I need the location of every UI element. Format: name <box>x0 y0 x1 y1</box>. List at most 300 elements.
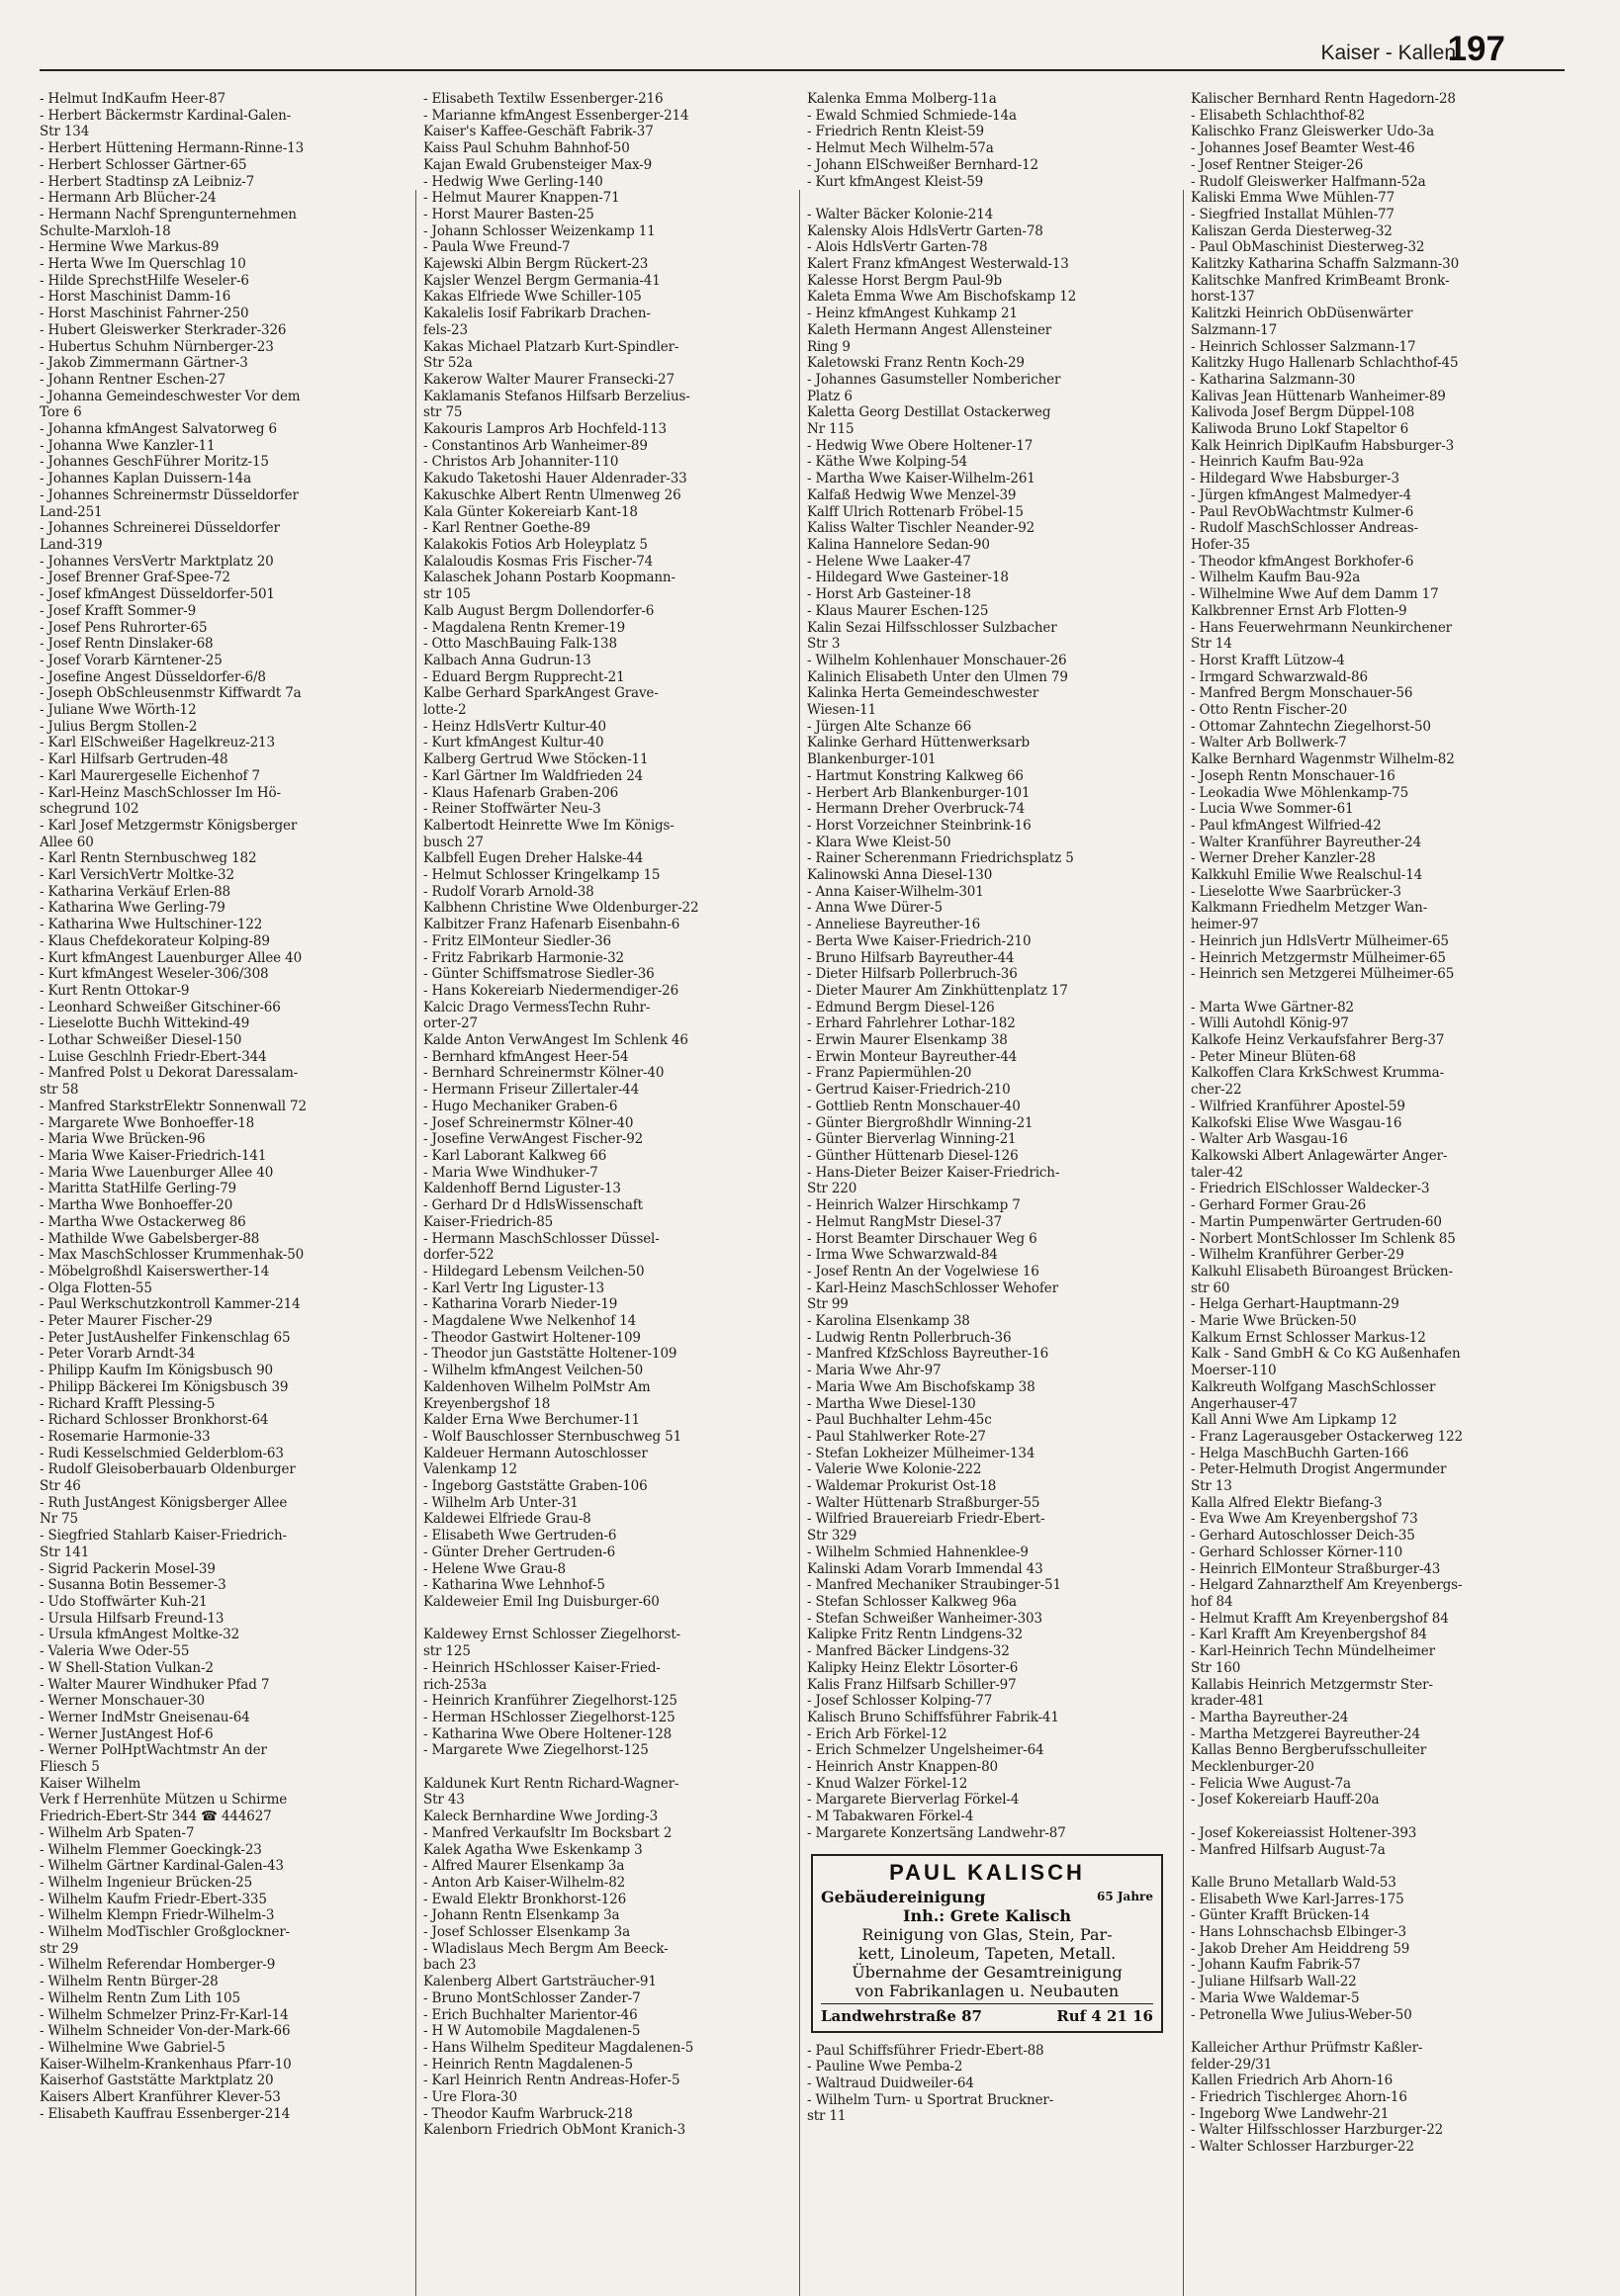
directory-entry: - Manfred Mechaniker Straubinger-51 <box>807 1577 1061 1594</box>
directory-entry: Str 99 <box>807 1296 849 1313</box>
directory-entry: - Helmut Krafft Am Kreyenbergshof 84 <box>1191 1610 1449 1627</box>
directory-entry: Kalivoda Josef Bergm Düppel-108 <box>1191 404 1415 421</box>
directory-entry: Kalkowski Albert Anlagewärter Anger- <box>1191 1148 1448 1164</box>
directory-entry: Kalkkuhl Emilie Wwe Realschul-14 <box>1191 867 1423 884</box>
directory-entry: Kalin Sezai Hilfsschlosser Sulzbacher <box>807 619 1057 636</box>
directory-entry: - Erwin Monteur Bayreuther-44 <box>807 1048 1018 1065</box>
directory-entry: - Herbert Stadtinsp zA Leibniz-7 <box>40 173 255 190</box>
directory-entry: - Alfred Maurer Elsenkamp 3a <box>423 1858 625 1875</box>
directory-entry: - Herbert Hüttening Hermann-Rinne-13 <box>40 140 305 157</box>
directory-entry: - Margarete Konzertsäng Landwehr-87 <box>807 1824 1066 1841</box>
ad-footer <box>821 2003 1153 2025</box>
directory-entry: - Friedrich Tischlergeε Ahorn-16 <box>1191 2089 1407 2106</box>
directory-entry: - Wilhelm Schmied Hahnenklee-9 <box>807 1544 1029 1560</box>
directory-entry: - Erwin Maurer Elsenkamp 38 <box>807 1032 1008 1049</box>
directory-entry: - Gerhard Former Grau-26 <box>1191 1197 1367 1214</box>
directory-entry: - Rainer Scherenmann Friedrichsplatz 5 <box>807 850 1074 867</box>
directory-entry: - Friedrich Rentn Kleist-59 <box>807 124 984 140</box>
ad-title: PAUL KALISCH <box>889 1859 1085 1885</box>
directory-entry: lotte-2 <box>423 702 467 719</box>
directory-entry: - Herta Wwe Im Querschlag 10 <box>40 256 246 273</box>
directory-entry: Kalenberg Albert Gartsträucher-91 <box>423 1974 657 1990</box>
directory-entry: - Norbert MontSchlosser Im Schlenk 85 <box>1191 1230 1456 1247</box>
directory-entry: Kalesse Horst Bergm Paul-9b <box>807 272 1002 289</box>
directory-entry: - Otto Rentn Fischer-20 <box>1191 702 1348 719</box>
directory-entry: - Anna Wwe Dürer-5 <box>807 900 943 917</box>
directory-entry: - Werner JustAngest Hof-6 <box>40 1725 214 1742</box>
directory-entry: - Philipp Kaufm Im Königsbusch 90 <box>40 1363 273 1379</box>
directory-entry: Kakuschke Albert Rentn Ulmenweg 26 <box>423 486 681 503</box>
page-number: 197 <box>1447 30 1505 68</box>
directory-entry: - Wilhelm Kohlenhauer Monschauer-26 <box>807 652 1067 668</box>
directory-entry: - Maria Wwe Am Bischofskamp 38 <box>807 1378 1035 1395</box>
directory-entry: - Karl Josef Metzgermstr Königsberger <box>40 817 298 834</box>
directory-entry: Str 134 <box>40 124 90 140</box>
directory-entry: - Friedrich ElSchlosser Waldecker-3 <box>1191 1181 1430 1197</box>
directory-entry: - Hans Wilhelm Spediteur Magdalenen-5 <box>423 2039 694 2056</box>
directory-entry: - Rudolf Vorarb Arnold-38 <box>423 883 594 900</box>
directory-entry: hof 84 <box>1191 1593 1233 1610</box>
directory-entry: - Johannes Gasumsteller Nombericher <box>807 371 1061 388</box>
directory-entry: - Johannes Schreinermstr Düsseldorfer <box>40 486 299 503</box>
directory-entry: - Fritz ElMonteur Siedler-36 <box>423 932 611 949</box>
directory-entry: rich-253a <box>423 1676 488 1693</box>
directory-entry: - Günter Krafft Brücken-14 <box>1191 1907 1370 1924</box>
directory-entry: - Helga Gerhart-Hauptmann-29 <box>1191 1296 1399 1313</box>
directory-entry: Kalbitzer Franz Hafenarb Eisenbahn-6 <box>423 917 680 933</box>
directory-entry: Kalaloudis Kosmas Fris Fischer-74 <box>423 553 654 570</box>
directory-entry: - Ewald Schmied Schmiede-14a <box>807 107 1017 124</box>
directory-entry: Kaletowski Franz Rentn Koch-29 <box>807 355 1025 372</box>
directory-entry: Kajewski Albin Bergm Rückert-23 <box>423 256 649 273</box>
directory-entry: - Elisabeth Wwe Gertruden-6 <box>423 1528 617 1545</box>
directory-entry: - Hartmut Konstring Kalkweg 66 <box>807 767 1024 784</box>
directory-entry: Kalb August Bergm Dollendorfer-6 <box>423 602 655 619</box>
directory-entry: - Wilhelmine Wwe Gabriel-5 <box>40 2039 225 2056</box>
directory-entry: - Hermann Friseur Zillertaler-44 <box>423 1082 640 1099</box>
directory-entry: - Ure Flora-30 <box>423 2089 517 2106</box>
directory-entry: Land-251 <box>40 503 103 520</box>
directory-entry: - Hubert Gleiswerker Sterkrader-326 <box>40 321 287 338</box>
column-divider <box>415 190 416 2296</box>
directory-entry: - Philipp Bäckerei Im Königsbusch 39 <box>40 1378 289 1395</box>
directory-entry: - Katharina Wwe Obere Holtener-128 <box>423 1725 673 1742</box>
directory-entry: - Irma Wwe Schwarzwald-84 <box>807 1247 998 1264</box>
directory-entry: - Kurt kfmAngest Weseler-306/308 <box>40 966 269 983</box>
directory-entry: - Gerhard Schlosser Körner-110 <box>1191 1544 1403 1560</box>
directory-entry: - Waldemar Prokurist Ost-18 <box>807 1478 997 1495</box>
directory-entry: - Gertrud Kaiser-Friedrich-210 <box>807 1082 1011 1099</box>
directory-entry: Kalcic Drago VermessTechn Ruhr- <box>423 999 651 1016</box>
directory-entry: heimer-97 <box>1191 917 1259 933</box>
directory-entry: - Peter JustAushelfer Finkenschlag 65 <box>40 1329 291 1346</box>
page-header <box>0 28 1565 75</box>
directory-entry: - Peter Mineur Blüten-68 <box>1191 1048 1356 1065</box>
directory-entry: - Josef Schreinermstr Kölner-40 <box>423 1114 634 1131</box>
directory-entry: - Jürgen Alte Schanze 66 <box>807 718 972 735</box>
directory-entry: - Bruno Hilfsarb Bayreuther-44 <box>807 949 1015 966</box>
directory-entry: - Herman HSchlosser Ziegelhorst-125 <box>423 1709 675 1725</box>
directory-entry: - Josef Rentn Dinslaker-68 <box>40 636 214 653</box>
directory-entry: Tore 6 <box>40 404 82 421</box>
directory-entry: - Karolina Elsenkamp 38 <box>807 1313 970 1330</box>
directory-entry: Kalbhenn Christine Wwe Oldenburger-22 <box>423 900 699 917</box>
directory-entry: str 75 <box>423 404 463 421</box>
directory-entry: - Josef Rentner Steiger-26 <box>1191 156 1364 173</box>
directory-entry: Kaklamanis Stefanos Hilfsarb Berzelius- <box>423 388 690 404</box>
directory-entry: Kaiss Paul Schuhm Bahnhof-50 <box>423 140 630 157</box>
directory-entry: - Magdalene Wwe Nelkenhof 14 <box>423 1313 637 1330</box>
directory-entry: - Karl-Heinz MaschSchlosser Im Hö- <box>40 784 281 801</box>
directory-entry: - Ewald Elektr Bronkhorst-126 <box>423 1891 627 1907</box>
directory-entry: - Katharina Salzmann-30 <box>1191 371 1356 388</box>
directory-entry: - Wolf Bauschlosser Sternbuschweg 51 <box>423 1428 682 1445</box>
directory-entry: - Josef Vorarb Kärntener-25 <box>40 652 223 668</box>
directory-entry: - Kurt kfmAngest Kleist-59 <box>807 173 984 190</box>
directory-entry: Kalle Bruno Metallarb Wald-53 <box>1191 1874 1396 1891</box>
directory-entry: Valenkamp 12 <box>423 1461 517 1478</box>
directory-entry: Kalinka Herta Gemeindeschwester <box>807 685 1039 702</box>
directory-entry: - Horst Beamter Dirschauer Weg 6 <box>807 1230 1037 1247</box>
ad-body-line: von Fabrikanlagen u. Neubauten <box>855 1981 1120 2000</box>
directory-entry: Kall Anni Wwe Am Lipkamp 12 <box>1191 1412 1397 1429</box>
directory-entry: - Elisabeth Schlachthof-82 <box>1191 107 1366 124</box>
directory-entry: Kalkofski Elise Wwe Wasgau-16 <box>1191 1114 1402 1131</box>
directory-entry: - H W Automobile Magdalenen-5 <box>423 2023 641 2040</box>
directory-entry: Kalischko Franz Gleiswerker Udo-3a <box>1191 124 1435 140</box>
directory-entry: - Johannes GeschFührer Moritz-15 <box>40 454 269 471</box>
directory-entry: - Knud Walzer Förkel-12 <box>807 1775 968 1792</box>
directory-entry: - Maria Wwe Windhuker-7 <box>423 1164 598 1181</box>
directory-entry: str 125 <box>423 1643 471 1660</box>
directory-entry: - Bernhard kfmAngest Heer-54 <box>423 1048 629 1065</box>
directory-entry: - Ingeborg Gaststätte Graben-106 <box>423 1478 648 1495</box>
directory-entry: - Richard Krafft Plessing-5 <box>40 1395 216 1412</box>
directory-entry: Kaiser-Wilhelm-Krankenhaus Pfarr-10 <box>40 2056 292 2073</box>
directory-entry: Kalivas Jean Hüttenarb Wanheimer-89 <box>1191 388 1446 404</box>
directory-entry: - Manfred KfzSchloss Bayreuther-16 <box>807 1346 1049 1363</box>
ad-phone: Ruf 4 21 16 <box>1056 2006 1153 2025</box>
directory-entry: - Karl Krafft Am Kreyenbergshof 84 <box>1191 1627 1427 1643</box>
directory-entry: - Werner Dreher Kanzler-28 <box>1191 850 1376 867</box>
directory-entry: - Marie Wwe Brücken-50 <box>1191 1313 1357 1330</box>
directory-entry: - Walter Kranführer Bayreuther-24 <box>1191 834 1422 850</box>
directory-entry: - Kurt kfmAngest Kultur-40 <box>423 735 604 751</box>
directory-entry: Kaisers Albert Kranführer Klever-53 <box>40 2089 281 2106</box>
directory-entry: Kalkmann Friedhelm Metzger Wan- <box>1191 900 1428 917</box>
column-2 <box>423 91 784 2139</box>
directory-entry: - Paul kfmAngest Wilfried-42 <box>1191 817 1382 834</box>
directory-entry: - Horst Arb Gasteiner-18 <box>807 586 971 603</box>
directory-entry: Kalder Erna Wwe Berchumer-11 <box>423 1412 640 1429</box>
directory-entry: fels-23 <box>423 321 468 338</box>
directory-entry: - Heinz kfmAngest Kuhkamp 21 <box>807 306 1018 322</box>
directory-entry: - Sigrid Packerin Mosel-39 <box>40 1560 216 1577</box>
directory-entry: Kalfaß Hedwig Wwe Menzel-39 <box>807 486 1017 503</box>
directory-entry: - Magdalena Rentn Kremer-19 <box>423 619 626 636</box>
directory-entry: - Hans-Dieter Beizer Kaiser-Friedrich- <box>807 1164 1060 1181</box>
directory-entry: Kajan Ewald Grubensteiger Max-9 <box>423 156 653 173</box>
directory-entry: Kaldewey Ernst Schlosser Ziegelhorst- <box>423 1627 681 1643</box>
directory-entry: Kakerow Walter Maurer Fransecki-27 <box>423 371 675 388</box>
directory-entry: - Valeria Wwe Oder-55 <box>40 1643 190 1660</box>
directory-entry: - Petronella Wwe Julius-Weber-50 <box>1191 2006 1412 2023</box>
directory-entry: - Martha Wwe Bonhoeffer-20 <box>40 1197 233 1214</box>
directory-entry: - Helene Wwe Laaker-47 <box>807 553 971 570</box>
directory-entry: Friedrich-Ebert-Str 344 ☎ 444627 <box>40 1809 272 1825</box>
directory-entry: - Josef Krafft Sommer-9 <box>40 602 197 619</box>
directory-entry: - Susanna Botin Bessemer-3 <box>40 1577 226 1594</box>
directory-entry: Kaiserhof Gaststätte Marktplatz 20 <box>40 2073 274 2089</box>
directory-entry: - Manfred Verkaufsltr Im Bocksbart 2 <box>423 1824 673 1841</box>
directory-entry: - Helmut IndKaufm Heer-87 <box>40 91 225 107</box>
directory-entry: - Klaus Chefdekorateur Kolping-89 <box>40 932 270 949</box>
directory-entry: - Martha Wwe Kaiser-Wilhelm-261 <box>807 471 1035 487</box>
directory-entry: - Felicia Wwe August-7a <box>1191 1775 1351 1792</box>
directory-entry: - Josef Kokereiassist Holtener-393 <box>1191 1824 1417 1841</box>
directory-entry: - Maria Wwe Brücken-96 <box>40 1131 206 1148</box>
directory-entry: - Wilfried Kranführer Apostel-59 <box>1191 1098 1405 1114</box>
directory-entry: - Wladislaus Mech Bergm Am Beeck- <box>423 1940 669 1957</box>
ad-owner: Inh.: Grete Kalisch <box>902 1905 1072 1925</box>
directory-entry: - Ludwig Rentn Pollerbruch-36 <box>807 1329 1012 1346</box>
ad-body-line: Reinigung von Glas, Stein, Par- <box>861 1924 1113 1944</box>
directory-entry: horst-137 <box>1191 289 1255 306</box>
directory-entry: - Helmut Maurer Knappen-71 <box>423 190 620 207</box>
directory-entry: - Jakob Zimmermann Gärtner-3 <box>40 355 248 372</box>
directory-entry: - Wilhelm kfmAngest Veilchen-50 <box>423 1363 644 1379</box>
directory-entry: Ring 9 <box>807 338 851 355</box>
directory-entry: - Herbert Bäckermstr Kardinal-Galen- <box>40 107 292 124</box>
directory-entry: Mecklenburger-20 <box>1191 1759 1314 1776</box>
directory-entry: Kakas Elfriede Wwe Schiller-105 <box>423 289 642 306</box>
directory-entry: - Wilhelm Kaufm Bau-92a <box>1191 570 1361 586</box>
directory-entry: - Katharina Wwe Gerling-79 <box>40 900 225 917</box>
directory-entry: - Horst Krafft Lützow-4 <box>1191 652 1345 668</box>
directory-entry: Kalleicher Arthur Prüfmstr Kaßler- <box>1191 2039 1423 2056</box>
directory-entry: - Otto MaschBauing Falk-138 <box>423 636 617 653</box>
directory-entry: str 11 <box>807 2108 847 2125</box>
directory-entry: Kaiser Wilhelm <box>40 1775 141 1792</box>
directory-entry: - Heinrich Kaufm Bau-92a <box>1191 454 1364 471</box>
directory-entry: Kalbfell Eugen Dreher Halske-44 <box>423 850 644 867</box>
directory-entry: Str 46 <box>40 1478 81 1495</box>
directory-entry: - Katharina Wwe Hultschiner-122 <box>40 917 263 933</box>
directory-entry: - Karl Rentn Sternbuschweg 182 <box>40 850 257 867</box>
directory-entry: Platz 6 <box>807 388 853 404</box>
directory-entry: Kalenka Emma Molberg-11a <box>807 91 997 107</box>
directory-entry: krader-481 <box>1191 1693 1265 1710</box>
directory-entry: - Margarete Wwe Ziegelhorst-125 <box>423 1742 649 1759</box>
directory-entry: - Paul Buchhalter Lehm-45c <box>807 1412 992 1429</box>
directory-entry: - Wilhelm Schmelzer Prinz-Fr-Karl-14 <box>40 2006 289 2023</box>
directory-entry: - Johann Schlosser Weizenkamp 11 <box>423 222 656 239</box>
directory-entry: Kalff Ulrich Rottenarb Fröbel-15 <box>807 503 1024 520</box>
directory-entry: - Siegfried Installat Mühlen-77 <box>1191 206 1395 222</box>
directory-entry: - Karl-Heinrich Techn Mündelheimer <box>1191 1643 1435 1660</box>
directory-entry: - Hans Feuerwehrmann Neunkirchener <box>1191 619 1452 636</box>
directory-entry: - Dieter Maurer Am Zinkhüttenplatz 17 <box>807 982 1068 999</box>
directory-entry: str 58 <box>40 1082 79 1099</box>
directory-entry: - Jürgen kfmAngest Malmedyer-4 <box>1191 486 1412 503</box>
column-3-entries <box>807 91 1168 1842</box>
directory-entry: Kalkuhl Elisabeth Büroangest Brücken- <box>1191 1263 1453 1280</box>
directory-entry: - Eduard Bergm Rupprecht-21 <box>423 668 625 685</box>
directory-entry: - Joseph ObSchleusenmstr Kiffwardt 7a <box>40 685 302 702</box>
directory-entry: Str 52a <box>423 355 473 372</box>
directory-entry: - Heinrich HSchlosser Kaiser-Fried- <box>423 1659 661 1676</box>
directory-entry: Str 220 <box>807 1181 857 1197</box>
directory-entry: Kakalelis Iosif Fabrikarb Drachen- <box>423 306 651 322</box>
directory-entry: - Stefan Schweißer Wanheimer-303 <box>807 1610 1042 1627</box>
directory-entry: - Irmgard Schwarzwald-86 <box>1191 668 1368 685</box>
directory-entry: - Helmut RangMstr Diesel-37 <box>807 1213 1002 1230</box>
directory-entry: - Lieselotte Wwe Saarbrücker-3 <box>1191 883 1401 900</box>
directory-entry: Kalenborn Friedrich ObMont Kranich-3 <box>423 2122 686 2139</box>
directory-entry: Str 13 <box>1191 1478 1232 1495</box>
directory-entry: - Walter Arb Wasgau-16 <box>1191 1131 1348 1148</box>
directory-entry: Kallas Benno Bergberufsschulleiter <box>1191 1742 1427 1759</box>
directory-entry: - Johanna Wwe Kanzler-11 <box>40 437 216 454</box>
directory-entry: - Fritz Fabrikarb Harmonie-32 <box>423 949 624 966</box>
directory-entry: Fliesch 5 <box>40 1759 100 1776</box>
directory-entry: - Horst Vorzeichner Steinbrink-16 <box>807 817 1032 834</box>
directory-entry: - Ruth JustAngest Königsberger Allee <box>40 1494 288 1511</box>
directory-entry: - Manfred Hilfsarb August-7a <box>1191 1841 1386 1858</box>
directory-entry: Kalitzky Hugo Hallenarb Schlachthof-45 <box>1191 355 1459 372</box>
directory-entry: felder-29/31 <box>1191 2056 1273 2073</box>
directory-entry: - Valerie Wwe Kolonie-222 <box>807 1461 982 1478</box>
directory-entry: - Erich Arb Förkel-12 <box>807 1725 947 1742</box>
directory-entry: - Pauline Wwe Pemba-2 <box>807 2059 963 2075</box>
column-divider <box>799 190 800 2296</box>
directory-entry: - Lucia Wwe Sommer-61 <box>1191 801 1354 818</box>
directory-entry: - Werner PolHptWachtmstr An der <box>40 1742 267 1759</box>
directory-entry: - Hildegard Wwe Gasteiner-18 <box>807 570 1009 586</box>
directory-entry: - Wilhelm ModTischler Großglockner- <box>40 1924 291 1941</box>
directory-entry: - Hildegard Wwe Habsburger-3 <box>1191 471 1399 487</box>
directory-entry: Kaleta Emma Wwe Am Bischofskamp 12 <box>807 289 1077 306</box>
directory-entry: - Hilde SprechstHilfe Weseler-6 <box>40 272 249 289</box>
directory-entry: Kaliss Walter Tischler Neander-92 <box>807 520 1035 537</box>
directory-entry: - Johann ElSchweißer Bernhard-12 <box>807 156 1038 173</box>
directory-entry: - Paul Schiffsführer Friedr-Ebert-88 <box>807 2042 1044 2059</box>
directory-entry: - Karl ElSchweißer Hagelkreuz-213 <box>40 735 275 751</box>
directory-entry: - Elisabeth Textilw Essenberger-216 <box>423 91 664 107</box>
directory-entry: - Josef Brenner Graf-Spee-72 <box>40 570 230 586</box>
directory-entry: - Karl Rentner Goethe-89 <box>423 520 590 537</box>
directory-entry: - Josef kfmAngest Düsseldorfer-501 <box>40 586 275 603</box>
directory-entry: Kakas Michael Platzarb Kurt-Spindler- <box>423 338 679 355</box>
directory-entry: - Walter Schlosser Harzburger-22 <box>1191 2139 1414 2156</box>
directory-entry: Kalitzky Katharina Schaffn Salzmann-30 <box>1191 256 1460 273</box>
directory-entry: - Martha Bayreuther-24 <box>1191 1709 1349 1725</box>
directory-entry: - Klara Wwe Kleist-50 <box>807 834 951 850</box>
directory-entry: - Karl Laborant Kalkweg 66 <box>423 1148 607 1164</box>
directory-entry: - Wilhelm Arb Unter-31 <box>423 1494 579 1511</box>
directory-entry: - Helene Wwe Grau-8 <box>423 1560 566 1577</box>
directory-entry: Wiesen-11 <box>807 702 876 719</box>
directory-entry: Str 329 <box>807 1528 857 1545</box>
directory-entry: - Martha Metzgerei Bayreuther-24 <box>1191 1725 1420 1742</box>
directory-entry: - Ursula Hilfsarb Freund-13 <box>40 1610 225 1627</box>
directory-entry: - Günther Hüttenarb Diesel-126 <box>807 1148 1019 1164</box>
directory-entry: - Werner IndMstr Gneisenau-64 <box>40 1709 250 1725</box>
directory-entry: - Herbert Schlosser Gärtner-65 <box>40 156 247 173</box>
directory-entry: Kalis Franz Hilfsarb Schiller-97 <box>807 1676 1017 1693</box>
directory-entry: - Udo Stoffwärter Kuh-21 <box>40 1593 208 1610</box>
directory-entry: - Rudolf MaschSchlosser Andreas- <box>1191 520 1418 537</box>
directory-entry: - Johannes Josef Beamter West-46 <box>1191 140 1415 157</box>
directory-entry: - Paul Werkschutzkontroll Kammer-214 <box>40 1296 301 1313</box>
directory-entry: Kaleck Bernhardine Wwe Jording-3 <box>423 1809 659 1825</box>
directory-entry: - Hans Kokereiarb Niedermendiger-26 <box>423 982 679 999</box>
directory-entry: Kalinke Gerhard Hüttenwerksarb <box>807 735 1031 751</box>
directory-entry: Kalkoffen Clara KrkSchwest Krumma- <box>1191 1065 1444 1082</box>
directory-entry: Kalischer Bernhard Rentn Hagedorn-28 <box>1191 91 1456 107</box>
directory-entry: - Karl Hilfsarb Gertruden-48 <box>40 751 228 768</box>
column-3-entries-after-ad <box>807 2043 1168 2126</box>
directory-entry: - Wilhelm Referendar Homberger-9 <box>40 1957 276 1974</box>
directory-entry: - Luise Geschlnh Friedr-Ebert-344 <box>40 1048 267 1065</box>
column-divider <box>1183 190 1184 2296</box>
directory-entry: - Alois HdlsVertr Garten-78 <box>807 239 988 256</box>
directory-entry: - Katharina Verkäuf Erlen-88 <box>40 883 230 900</box>
directory-entry <box>423 1759 784 1776</box>
directory-entry: - Bruno MontSchlosser Zander-7 <box>423 1989 641 2006</box>
directory-entry: Salzmann-17 <box>1191 321 1278 338</box>
directory-entry: Kalberg Gertrud Wwe Stöcken-11 <box>423 751 649 768</box>
directory-entry: - Ursula kfmAngest Moltke-32 <box>40 1627 240 1643</box>
directory-entry: - Wilhelmine Wwe Auf dem Damm 17 <box>1191 586 1439 603</box>
directory-entry: - Waltraud Duidweiler-64 <box>807 2075 974 2091</box>
advertisement-box <box>811 1854 1163 2033</box>
directory-entry: Str 160 <box>1191 1659 1241 1676</box>
directory-entry: Kalbertodt Heinrette Wwe Im Königs- <box>423 817 675 834</box>
directory-entry: Nr 115 <box>807 421 855 438</box>
directory-entry: - Johannes Kaplan Duissern-14a <box>40 471 251 487</box>
directory-entry: - Hedwig Wwe Gerling-140 <box>423 173 603 190</box>
ad-subtitle <box>821 1888 1153 1906</box>
directory-entry: - Käthe Wwe Kolping-54 <box>807 454 968 471</box>
directory-entry: Kalinski Adam Vorarb Immendal 43 <box>807 1560 1043 1577</box>
directory-entry: Kallabis Heinrich Metzgermstr Ster- <box>1191 1676 1433 1693</box>
directory-entry: - Günter Bierverlag Winning-21 <box>807 1131 1017 1148</box>
directory-entry: - Wilhelm Turn- u Sportrat Bruckner- <box>807 2091 1054 2108</box>
directory-entry: - Hermine Wwe Markus-89 <box>40 239 220 256</box>
directory-entry: Kalde Anton VerwAngest Im Schlenk 46 <box>423 1032 688 1049</box>
directory-entry: - Martha Wwe Diesel-130 <box>807 1395 976 1412</box>
directory-entry: - Marianne kfmAngest Essenberger-214 <box>423 107 689 124</box>
directory-entry: - W Shell-Station Vulkan-2 <box>40 1659 214 1676</box>
directory-entry: - Gottlieb Rentn Monschauer-40 <box>807 1098 1021 1114</box>
directory-entry: - Theodor kfmAngest Borkhofer-6 <box>1191 553 1414 570</box>
column-3 <box>807 91 1168 2125</box>
directory-entry: Angerhauser-47 <box>1191 1395 1298 1412</box>
directory-entry: - Maria Wwe Lauenburger Allee 40 <box>40 1164 274 1181</box>
directory-entry: Str 141 <box>40 1544 90 1560</box>
directory-entry: - Leonhard Schweißer Gitschiner-66 <box>40 999 281 1016</box>
directory-entry: - Günter Dreher Gertruden-6 <box>423 1544 616 1560</box>
directory-entry: Kajsler Wenzel Bergm Germania-41 <box>423 272 661 289</box>
directory-entry: - Edmund Bergm Diesel-126 <box>807 999 995 1016</box>
directory-entry: - Katharina Wwe Lehnhof-5 <box>423 1577 605 1594</box>
directory-entry: - Hermann Arb Blücher-24 <box>40 190 217 207</box>
directory-entry: - Rudolf Gleisoberbauarb Oldenburger <box>40 1461 296 1478</box>
directory-entry: Hofer-35 <box>1191 536 1250 553</box>
directory-entry: - Olga Flotten-55 <box>40 1280 152 1296</box>
directory-entry: Blankenburger-101 <box>807 751 937 768</box>
